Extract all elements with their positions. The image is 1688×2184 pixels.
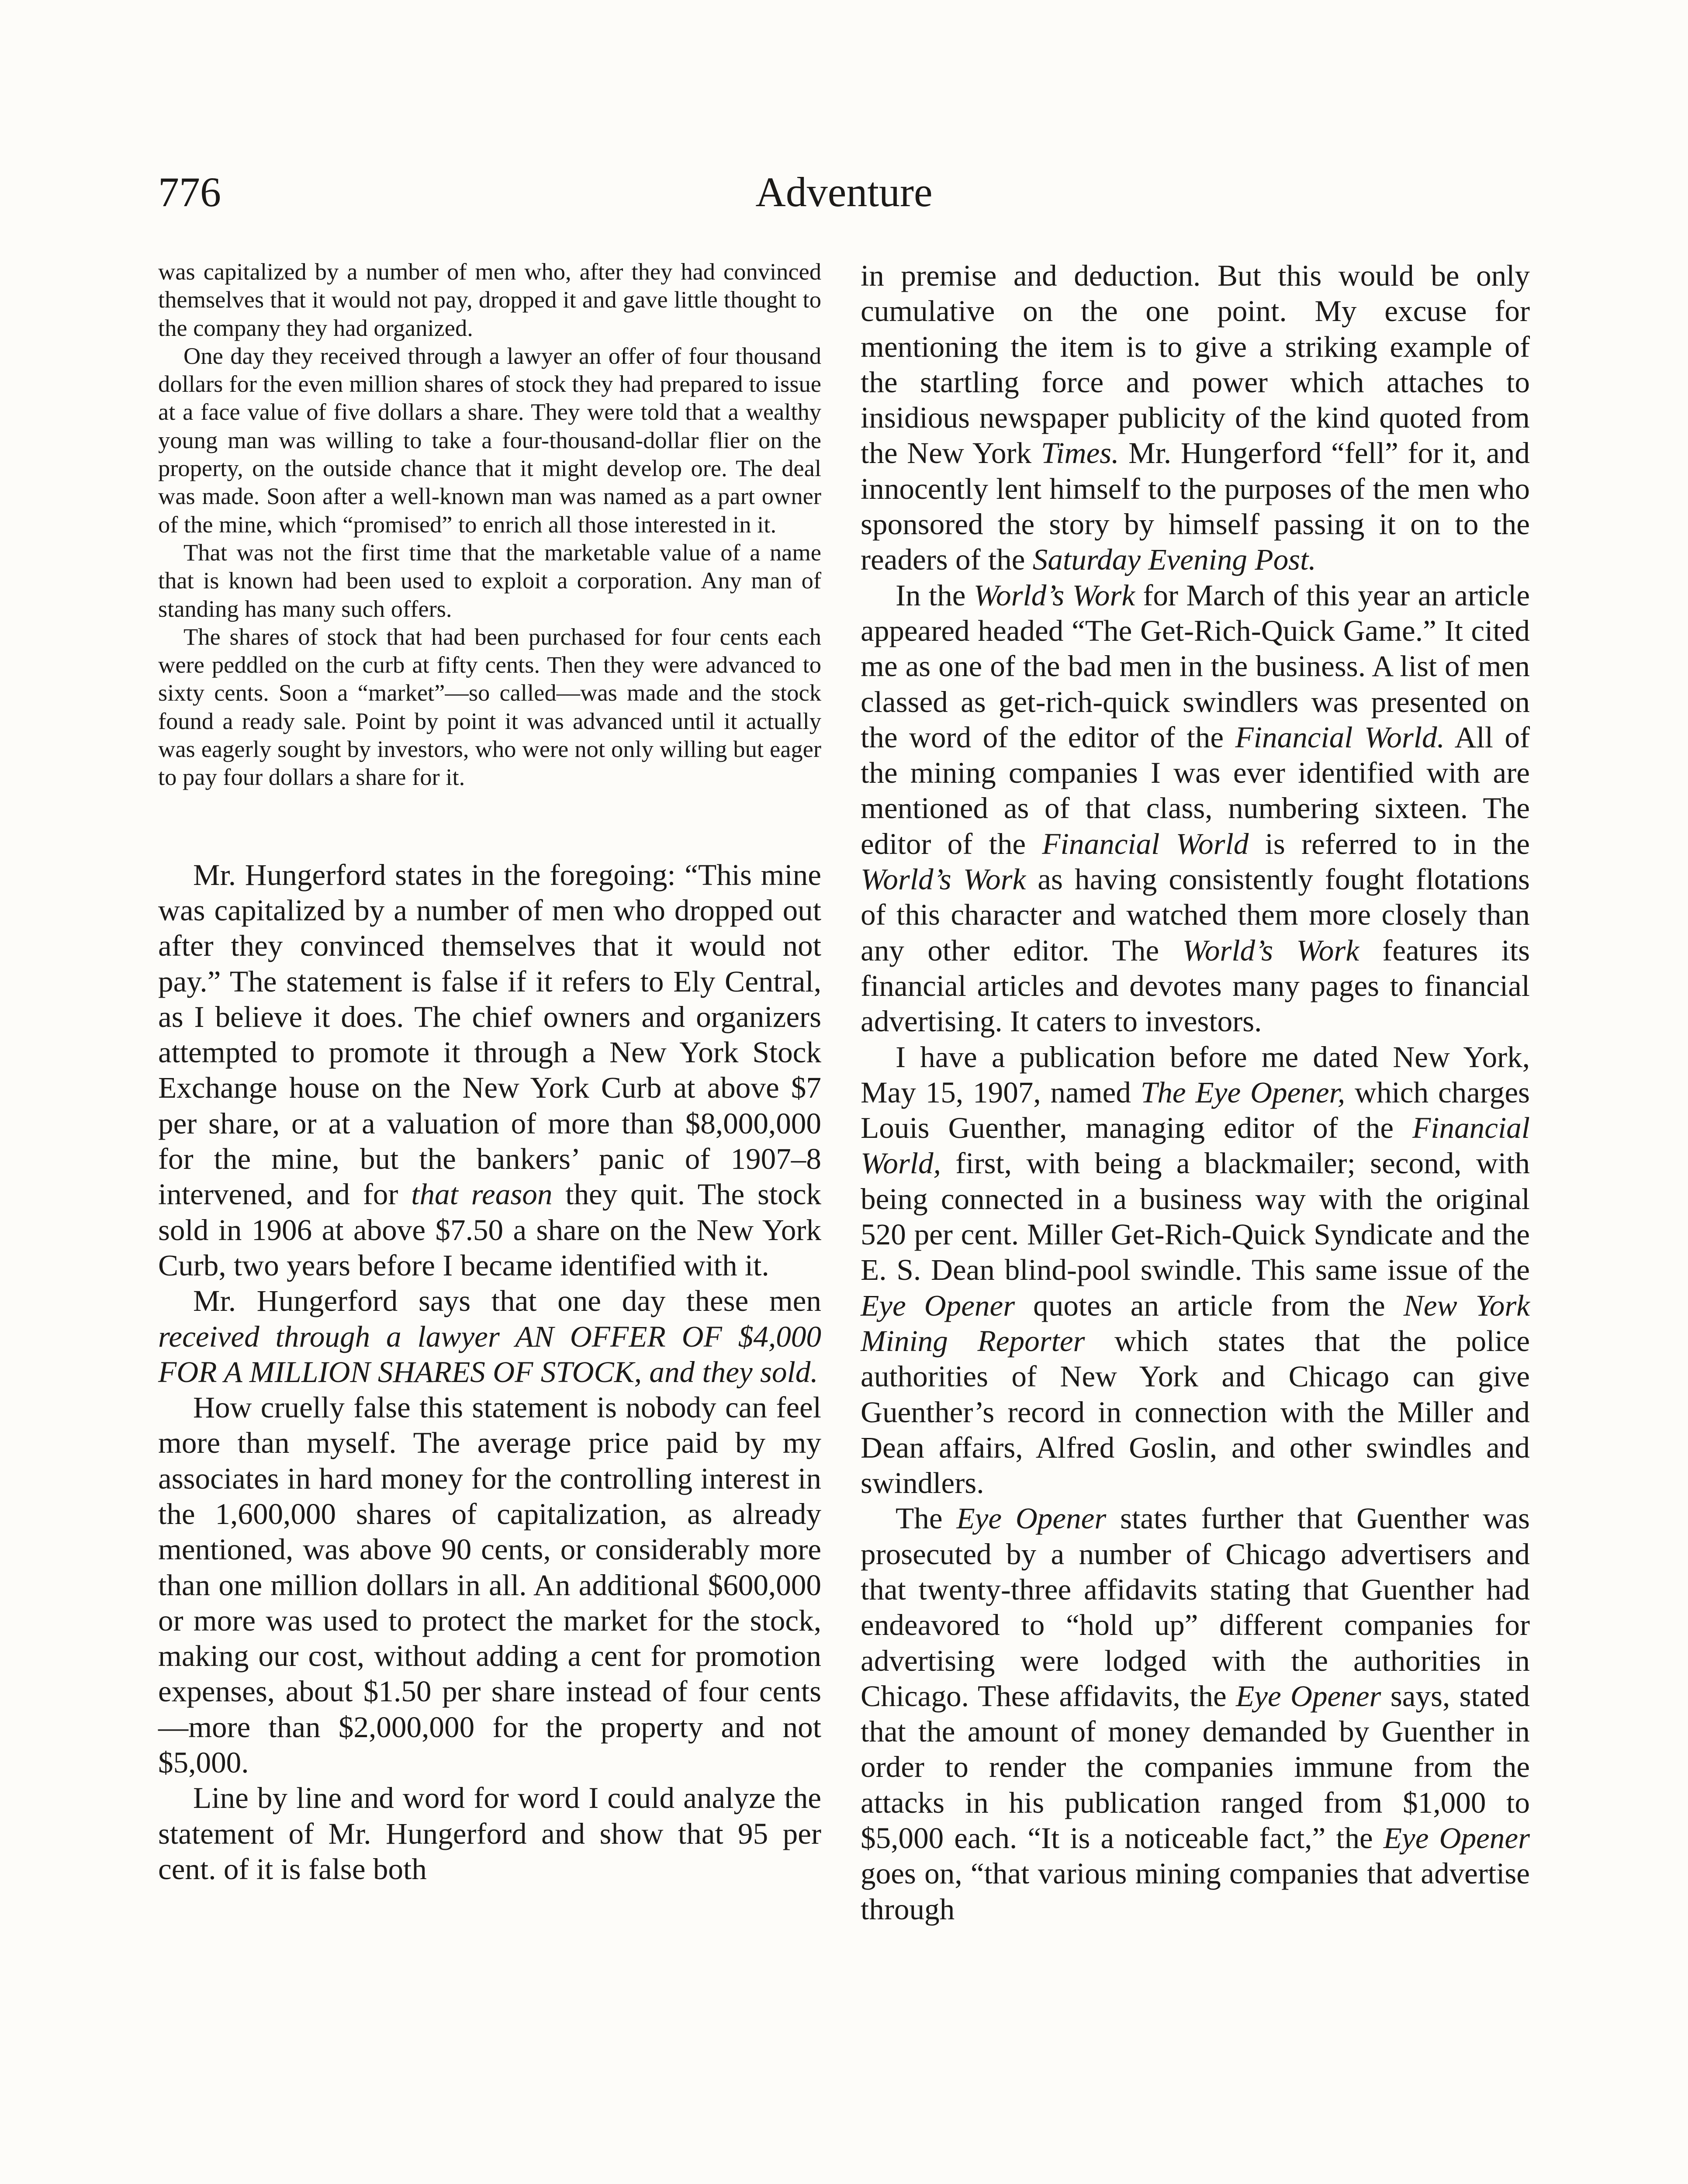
quoted-passage <box>158 258 821 791</box>
left-column <box>158 258 821 1887</box>
page-header <box>158 166 1530 232</box>
body-paragraph: I have a publication before me dated New York, May 15, 1907, named The Eye Opener, which charges Louis Guenther, managing editor of the Financial World, first, with being a blackmailer; second, with being connected in a business way with the original 520 per cent. Miller Get-Rich-Quick Syndicate and the E. S. Dean blind-pool swindle. This same issue of the Eye Opener quotes an article from the New York Mining Reporter which states that the police authorities of New York and Chicago can give Guenther’s record in connection with the Miller and Dean affairs, Alfred Goslin, and other swindles and swindlers. <box>861 1040 1530 1500</box>
quote-paragraph: One day they received through a lawyer an offer of four thousand dollars for the even million shares of stock they had prepared to issue at a face value of five dollars a share. They were told that a wealthy young man was willing to take a four-thousand-dollar flier on the property, on the outside chance that it might develop ore. The deal was made. Soon after a well-known man was named as a part owner of the mine, which “promised” to enrich all those interested in it. <box>158 342 821 538</box>
right-column <box>861 258 1530 1927</box>
page-number: 776 <box>158 169 221 215</box>
body-paragraph: How cruelly false this statement is nobody can feel more than myself. The average price paid by my associates in hard money for the controlling interest in the 1,600,000 shares of capitalization, as already mentioned, was above 90 cents, or considerably more than one million dollars in all. An additional $600,000 or more was used to protect the market for the stock, making our cost, without adding a cent for promotion expenses, about $1.50 per share instead of four cents—more than $2,000,000 for the property and not $5,000. <box>158 1390 821 1780</box>
quote-paragraph: The shares of stock that had been purchased for four cents each were peddled on the curb at fifty cents. Then they were advanced to sixty cents. Soon a “market”—so called—was made and the stock found a ready sale. Point by point it was advanced until it actually was eagerly sought by investors, who were not only willing but eager to pay four dollars a share for it. <box>158 623 821 791</box>
body-paragraph: The Eye Opener states further that Guenther was prosecuted by a number of Chicago advertisers and that twenty-three affidavits stating that Guenther had endeavored to “hold up” different companies for advertising were lodged with the authorities in Chicago. These affidavits, the Eye Opener says, stated that the amount of money demanded by Guenther in order to render the companies immune from the attacks in his publication ranged from $1,000 to $5,000 each. “It is a noticeable fact,” the Eye Opener goes on, “that various mining companies that advertise through <box>861 1501 1530 1926</box>
body-text-left <box>158 857 821 1887</box>
body-paragraph: In the World’s Work for March of this year an article appeared headed “The Get-Rich-Quick Game.” It cited me as one of the bad men in the business. A list of men classed as get-rich-quick swindlers was presented on the word of the editor of the Financial World. All of the mining companies I was ever identified with are mentioned as of that class, numbering sixteen. The editor of the Financial World is referred to in the World’s Work as having consistently fought flotations of this character and watched them more closely than any other editor. The World’s Work features its financial articles and devotes many pages to financial advertising. It caters to investors. <box>861 578 1530 1038</box>
running-head: Adventure <box>755 169 933 215</box>
quote-paragraph: That was not the first time that the marketable value of a name that is known had been used to exploit a corporation. Any man of standing has many such offers. <box>158 539 821 622</box>
body-paragraph: Line by line and word for word I could analyze the statement of Mr. Hungerford and show that 95 per cent. of it is false both <box>158 1781 821 1886</box>
quote-paragraph: was capitalized by a number of men who, after they had convinced themselves that it would not pay, dropped it and gave little thought to the company they had organized. <box>158 258 821 341</box>
body-paragraph: Mr. Hungerford says that one day these men received through a lawyer AN OFFER OF $4,000 FOR A MILLION SHARES OF STOCK, and they sold. <box>158 1284 821 1389</box>
body-paragraph: in premise and deduction. But this would be only cumulative on the one point. My excuse for mentioning the item is to give a striking example of the startling force and power which attaches to insidious newspaper publicity of the kind quoted from the New York Times. Mr. Hungerford “fell” for it, and innocently lent himself to the purposes of the men who sponsored the story by himself passing it on to the readers of the Saturday Evening Post. <box>861 259 1530 577</box>
body-paragraph: Mr. Hungerford states in the foregoing: “This mine was capitalized by a number of men who dropped out after they convinced themselves that it would not pay.” The statement is false if it refers to Ely Central, as I believe it does. The chief owners and organizers attempted to promote it through a New York Stock Exchange house on the New York Curb at above $7 per share, or at a valuation of more than $8,000,000 for the mine, but the bankers’ panic of 1907–8 intervened, and for that reason they quit. The stock sold in 1906 at above $7.50 a share on the New York Curb, two years before I became identified with it. <box>158 857 822 1282</box>
